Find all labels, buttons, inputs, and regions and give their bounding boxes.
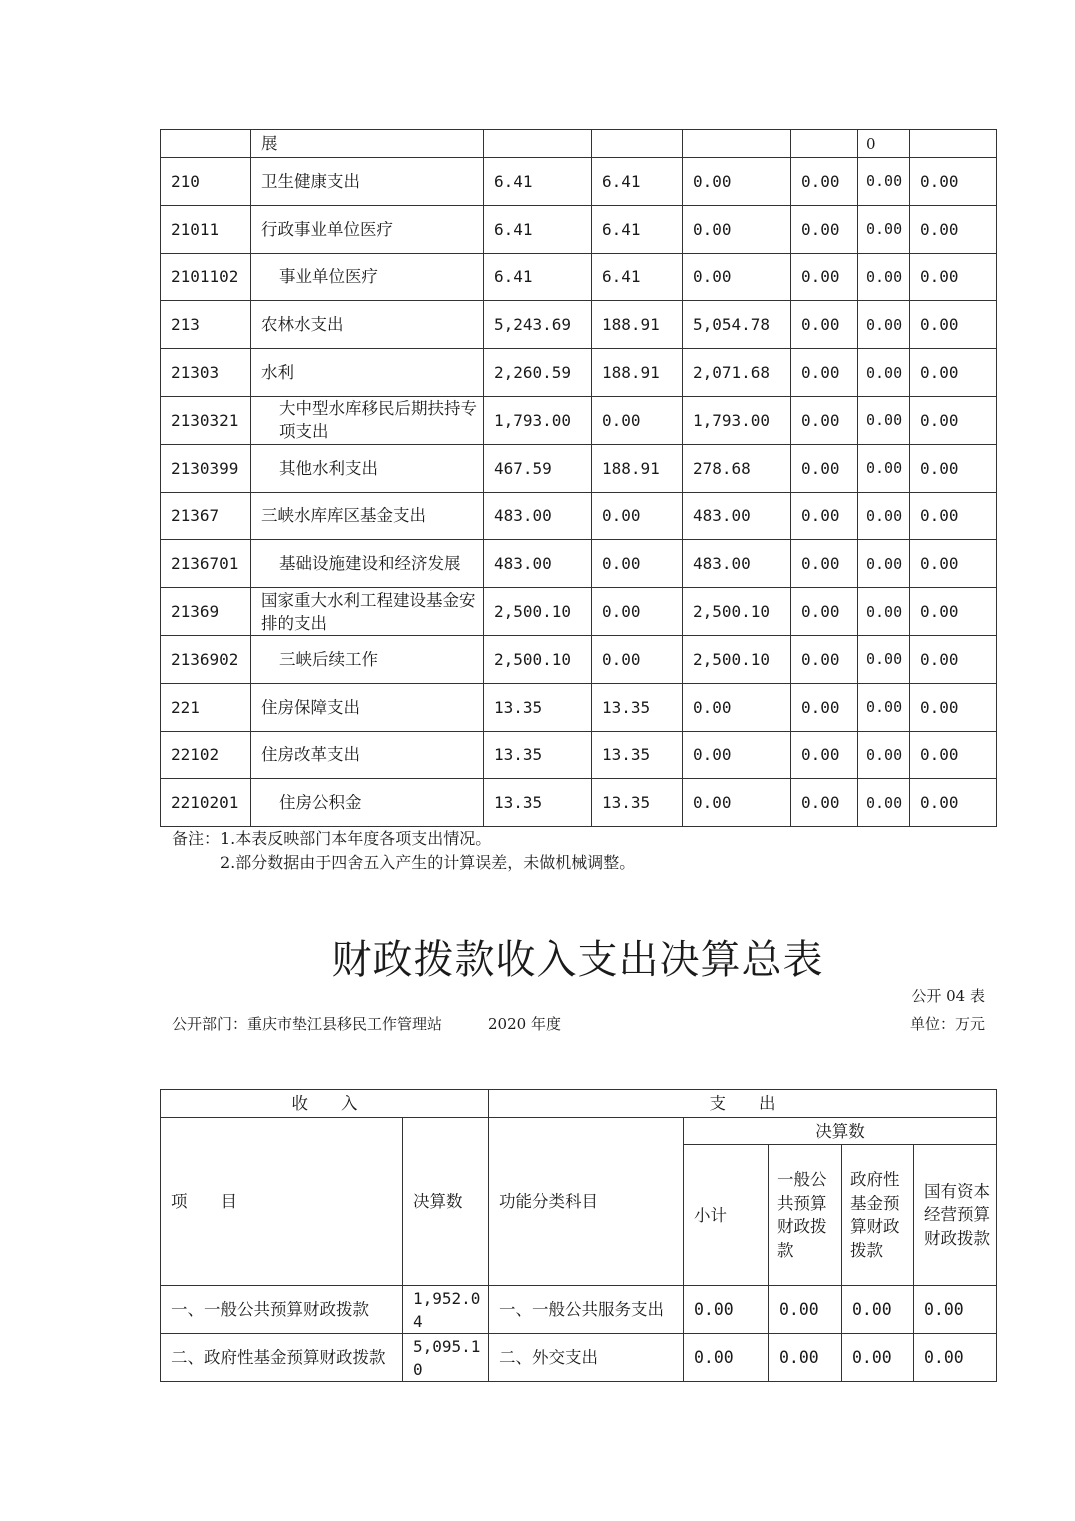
value-cell: 0.00 xyxy=(910,635,997,683)
name-cell: 住房改革支出 xyxy=(251,731,484,779)
value-cell: 0.00 xyxy=(910,205,997,253)
value-cell: 0.00 xyxy=(858,158,910,206)
value-cell: 2,260.59 xyxy=(484,349,592,397)
value-cell: 0.00 xyxy=(791,635,858,683)
value-cell: 0.00 xyxy=(684,1286,769,1334)
value-cell: 6.41 xyxy=(592,253,683,301)
value-cell: 0.00 xyxy=(683,731,791,779)
amount-header: 决算数 xyxy=(403,1118,489,1286)
name-cell: 三峡后续工作 xyxy=(251,635,484,683)
value-cell: 0.00 xyxy=(791,444,858,492)
value-cell: 0.00 xyxy=(791,683,858,731)
value-cell: 0.00 xyxy=(683,779,791,827)
name-cell: 国家重大水利工程建设基金安排的支出 xyxy=(251,588,484,636)
value-cell: 5,054.78 xyxy=(683,301,791,349)
name-cell: 行政事业单位医疗 xyxy=(251,205,484,253)
value-cell: 0.00 xyxy=(791,301,858,349)
name-cell: 展 xyxy=(251,130,484,158)
value-cell: 0.00 xyxy=(769,1334,842,1382)
value-cell: 0.00 xyxy=(858,444,910,492)
code-cell: 22102 xyxy=(161,731,251,779)
value-cell: 0.00 xyxy=(842,1334,914,1382)
table-row xyxy=(161,158,997,206)
value-cell: 13.35 xyxy=(484,731,592,779)
table-notes xyxy=(172,827,635,875)
code-cell: 21369 xyxy=(161,588,251,636)
table-row xyxy=(161,205,997,253)
value-cell: 0.00 xyxy=(858,683,910,731)
value-cell: 0.00 xyxy=(791,205,858,253)
name-cell: 住房保障支出 xyxy=(251,683,484,731)
value-cell: 0.00 xyxy=(592,588,683,636)
value-cell: 0.00 xyxy=(791,158,858,206)
code-cell xyxy=(161,130,251,158)
value-cell: 0.00 xyxy=(910,779,997,827)
income-amount-cell: 1,952.04 xyxy=(403,1286,489,1334)
value-cell: 0.00 xyxy=(910,253,997,301)
name-cell: 其他水利支出 xyxy=(251,444,484,492)
code-cell: 21367 xyxy=(161,492,251,540)
func-header: 功能分类科目 xyxy=(489,1118,684,1286)
value-cell: 0.00 xyxy=(858,635,910,683)
value-cell: 0.00 xyxy=(910,492,997,540)
value-cell: 0.00 xyxy=(858,588,910,636)
value-cell: 1,793.00 xyxy=(484,396,592,444)
value-cell: 0.00 xyxy=(910,349,997,397)
code-cell: 21303 xyxy=(161,349,251,397)
value-cell: 0.00 xyxy=(858,349,910,397)
value-cell: 0.00 xyxy=(684,1334,769,1382)
value-cell: 0 xyxy=(858,130,910,158)
table-row xyxy=(161,492,997,540)
name-cell: 基础设施建设和经济发展 xyxy=(251,540,484,588)
name-cell: 卫生健康支出 xyxy=(251,158,484,206)
code-cell: 2210201 xyxy=(161,779,251,827)
value-cell: 0.00 xyxy=(858,396,910,444)
code-cell: 2136902 xyxy=(161,635,251,683)
state-header: 国有资本经营预算财政拨款 xyxy=(914,1145,997,1286)
value-cell: 0.00 xyxy=(910,158,997,206)
value-cell: 0.00 xyxy=(858,492,910,540)
value-cell: 0.00 xyxy=(858,253,910,301)
value-cell: 13.35 xyxy=(592,683,683,731)
code-cell: 2130399 xyxy=(161,444,251,492)
value-cell: 188.91 xyxy=(592,444,683,492)
value-cell: 0.00 xyxy=(683,205,791,253)
table-row xyxy=(161,301,997,349)
code-cell: 210 xyxy=(161,158,251,206)
table-row xyxy=(161,731,997,779)
name-cell: 事业单位医疗 xyxy=(251,253,484,301)
value-cell: 0.00 xyxy=(791,349,858,397)
value-cell: 188.91 xyxy=(592,301,683,349)
value-cell: 0.00 xyxy=(592,635,683,683)
value-cell: 0.00 xyxy=(910,540,997,588)
value-cell: 13.35 xyxy=(484,683,592,731)
expense-header: 支 出 xyxy=(489,1090,997,1118)
value-cell: 0.00 xyxy=(791,588,858,636)
fund-header: 政府性基金预算财政拨款 xyxy=(842,1145,914,1286)
value-cell: 483.00 xyxy=(484,492,592,540)
value-cell: 6.41 xyxy=(484,253,592,301)
table-number: 公开 04 表 xyxy=(911,987,985,1005)
code-cell: 2136701 xyxy=(161,540,251,588)
name-cell: 农林水支出 xyxy=(251,301,484,349)
header-row xyxy=(161,1090,997,1118)
income-header: 收 入 xyxy=(161,1090,489,1118)
table-row xyxy=(161,635,997,683)
value-cell: 1,793.00 xyxy=(683,396,791,444)
table-row xyxy=(161,444,997,492)
code-cell: 221 xyxy=(161,683,251,731)
func-cell: 二、外交支出 xyxy=(489,1334,684,1382)
value-cell: 0.00 xyxy=(791,779,858,827)
income-amount-cell: 5,095.10 xyxy=(403,1334,489,1382)
table-row xyxy=(161,683,997,731)
page-title: 财政拨款收入支出决算总表 xyxy=(331,937,824,983)
name-cell: 大中型水库移民后期扶持专项支出 xyxy=(251,396,484,444)
subtotal-header: 小计 xyxy=(684,1145,769,1286)
value-cell: 13.35 xyxy=(484,779,592,827)
table-row xyxy=(161,1334,997,1382)
code-cell: 213 xyxy=(161,301,251,349)
table-row xyxy=(161,779,997,827)
value-cell: 0.00 xyxy=(914,1334,997,1382)
value-cell: 0.00 xyxy=(910,301,997,349)
value-cell: 0.00 xyxy=(683,253,791,301)
table-row xyxy=(161,540,997,588)
value-cell: 0.00 xyxy=(791,396,858,444)
fiscal-year: 2020 年度 xyxy=(488,1015,561,1033)
income-item-cell: 二、政府性基金预算财政拨款 xyxy=(161,1334,403,1382)
value-cell: 467.59 xyxy=(484,444,592,492)
value-cell: 0.00 xyxy=(791,492,858,540)
value-cell: 0.00 xyxy=(858,205,910,253)
func-cell: 一、一般公共服务支出 xyxy=(489,1286,684,1334)
budget-header: 决算数 xyxy=(684,1118,997,1145)
code-cell: 2130321 xyxy=(161,396,251,444)
value-cell: 2,071.68 xyxy=(683,349,791,397)
table-row xyxy=(161,396,997,444)
fiscal-summary-table xyxy=(160,1089,997,1382)
value-cell: 483.00 xyxy=(683,540,791,588)
unit-label: 单位：万元 xyxy=(909,1015,985,1033)
name-cell: 水利 xyxy=(251,349,484,397)
value-cell: 0.00 xyxy=(791,540,858,588)
name-cell: 三峡水库库区基金支出 xyxy=(251,492,484,540)
value-cell: 0.00 xyxy=(592,540,683,588)
expenditure-detail-table xyxy=(160,129,997,827)
value-cell: 188.91 xyxy=(592,349,683,397)
value-cell: 0.00 xyxy=(791,253,858,301)
value-cell: 483.00 xyxy=(683,492,791,540)
code-cell: 2101102 xyxy=(161,253,251,301)
value-cell: 278.68 xyxy=(683,444,791,492)
value-cell: 6.41 xyxy=(484,158,592,206)
note-line: 备注：1.本表反映部门本年度各项支出情况。 xyxy=(172,829,492,848)
value-cell: 0.00 xyxy=(910,588,997,636)
value-cell: 5,243.69 xyxy=(484,301,592,349)
value-cell: 13.35 xyxy=(592,779,683,827)
table-row xyxy=(161,130,997,158)
table-row xyxy=(161,1286,997,1334)
value-cell: 6.41 xyxy=(592,205,683,253)
value-cell: 0.00 xyxy=(910,731,997,779)
value-cell: 2,500.10 xyxy=(683,588,791,636)
note-line: 2.部分数据由于四舍五入产生的计算误差，未做机械调整。 xyxy=(220,853,636,872)
department-label: 公开部门：重庆市垫江县移民工作管理站 xyxy=(172,1015,443,1033)
value-cell: 0.00 xyxy=(858,301,910,349)
value-cell: 13.35 xyxy=(592,731,683,779)
table-row xyxy=(161,588,997,636)
name-cell: 住房公积金 xyxy=(251,779,484,827)
value-cell: 0.00 xyxy=(858,779,910,827)
value-cell: 0.00 xyxy=(910,444,997,492)
value-cell: 0.00 xyxy=(592,492,683,540)
value-cell: 0.00 xyxy=(914,1286,997,1334)
value-cell: 2,500.10 xyxy=(683,635,791,683)
table-row xyxy=(161,349,997,397)
value-cell: 0.00 xyxy=(858,731,910,779)
value-cell: 0.00 xyxy=(769,1286,842,1334)
income-item-cell: 一、一般公共预算财政拨款 xyxy=(161,1286,403,1334)
value-cell: 0.00 xyxy=(592,396,683,444)
value-cell: 2,500.10 xyxy=(484,588,592,636)
value-cell: 2,500.10 xyxy=(484,635,592,683)
value-cell: 6.41 xyxy=(484,205,592,253)
value-cell: 6.41 xyxy=(592,158,683,206)
value-cell: 0.00 xyxy=(910,683,997,731)
value-cell: 0.00 xyxy=(842,1286,914,1334)
value-cell: 0.00 xyxy=(858,540,910,588)
value-cell: 0.00 xyxy=(683,683,791,731)
value-cell: 0.00 xyxy=(910,396,997,444)
value-cell: 483.00 xyxy=(484,540,592,588)
item-header: 项 目 xyxy=(161,1118,403,1286)
value-cell: 0.00 xyxy=(791,731,858,779)
header-row xyxy=(161,1118,997,1145)
general-header: 一般公共预算财政拨款 xyxy=(769,1145,842,1286)
value-cell: 0.00 xyxy=(683,158,791,206)
table-row xyxy=(161,253,997,301)
code-cell: 21011 xyxy=(161,205,251,253)
